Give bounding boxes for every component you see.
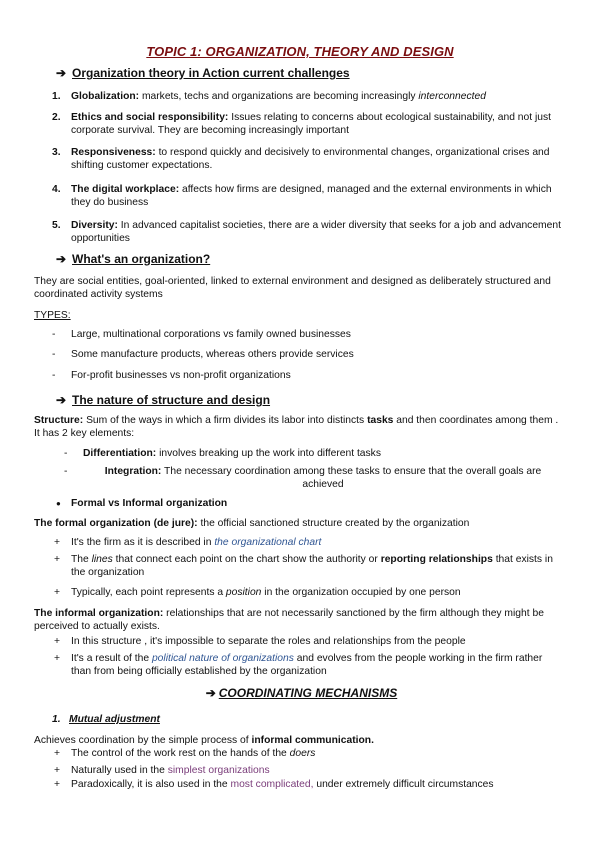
intro-bold: informal communication. xyxy=(251,735,374,746)
formal-vs-informal: ● Formal vs Informal organization xyxy=(56,498,228,509)
type-text: Large, multinational corporations vs family owned businesses xyxy=(71,329,351,340)
list-number: 3. xyxy=(52,147,61,158)
item-label: Responsiveness: xyxy=(71,147,156,158)
section-heading-whats-org xyxy=(56,253,210,266)
informal-label: The informal organization: xyxy=(34,608,164,619)
formal-vs-label: Formal vs Informal organization xyxy=(71,498,228,509)
item-text: It's a result of the xyxy=(71,653,152,664)
item-text: that connect each point on the chart show the authority or xyxy=(112,554,381,565)
sub-heading-mutual xyxy=(52,713,160,726)
item-italic: doers xyxy=(289,748,316,759)
heading-text: What's an organization? xyxy=(72,252,211,266)
arrow-icon: ➔ xyxy=(205,686,216,700)
item-text: markets, techs and organizations are becoming increasingly xyxy=(139,91,419,102)
arrow-icon: ➔ xyxy=(56,66,67,80)
item-link-text: political nature of organizations xyxy=(151,653,294,664)
structure-bold: tasks xyxy=(367,415,394,426)
item-highlight: most complicated, xyxy=(230,779,314,790)
structure-label: Structure: xyxy=(34,415,84,426)
type-text: Some manufacture products, whereas others provide services xyxy=(71,349,354,360)
item-highlight: simplest organizations xyxy=(167,765,270,776)
item-text: Naturally used in the xyxy=(71,765,168,776)
section-heading-coordinating xyxy=(0,687,600,700)
list-number: 1. xyxy=(52,91,61,102)
item-bold: reporting relationships xyxy=(380,554,493,565)
item-text: Paradoxically, it is also used in the xyxy=(71,779,231,790)
structure-text: and then coordinates among them . It has 2 key elements: xyxy=(34,415,559,440)
definition-text: They are social entities, goal-oriented, linked to external environment and designed as deliberately structured and coordinated activity systems xyxy=(34,276,551,301)
formal-text: the official sanctioned structure created by the organization xyxy=(197,518,470,529)
formal-label: The formal organization (de jure): xyxy=(34,518,198,529)
list-item xyxy=(52,183,564,209)
item-text: The xyxy=(71,554,92,565)
item-label: Ethics and social responsibility: xyxy=(71,112,229,123)
item-text: In advanced capitalist societies, there are a wider diversity that seeks for a job and advancement opportunities xyxy=(71,220,561,245)
item-text: under extremely difficult circumstances xyxy=(313,779,494,790)
sub-number: 1. xyxy=(52,714,61,725)
item-label: The digital workplace: xyxy=(71,184,180,195)
item-text: Typically, each point represents a xyxy=(71,587,226,598)
item-text: It's the firm as it is described in xyxy=(71,537,215,548)
arrow-icon: ➔ xyxy=(56,252,67,266)
item-label: Diversity: xyxy=(71,220,118,231)
list-number: 2. xyxy=(52,112,61,123)
structure-paragraph xyxy=(34,414,564,441)
sub-heading-text: Mutual adjustment xyxy=(69,714,160,725)
diff-label: Differentiation: xyxy=(83,448,157,459)
integ-label: Integration: xyxy=(104,466,162,477)
heading-text: The nature of structure and design xyxy=(72,393,271,407)
type-text: For-profit businesses vs non-profit organizations xyxy=(71,370,291,381)
diff-text: involves breaking up the work into different tasks xyxy=(156,448,381,459)
informal-paragraph xyxy=(34,607,564,634)
item-link-text: the organizational chart xyxy=(214,537,322,548)
list-item xyxy=(52,90,564,103)
arrow-icon: ➔ xyxy=(56,393,67,407)
integ-text: The necessary coordination among these tasks to ensure that the overall goals are achieved xyxy=(161,466,542,491)
informal-text: relationships that are not necessarily sanctioned by the firm although they might be perceived to actually exists. xyxy=(34,608,544,633)
section-heading-structure xyxy=(56,394,270,407)
item-italic: lines xyxy=(91,554,113,565)
item-italic: position xyxy=(225,587,262,598)
item-text: and evolves from the people working in the firm rather than from being officially established by the organization xyxy=(71,653,543,678)
heading-text: COORDINATING MECHANISMS xyxy=(218,686,398,700)
item-text: to respond quickly and decisively to environmental changes, organizational crises and shifting customer expectations. xyxy=(71,147,550,172)
section-heading-challenges xyxy=(56,67,350,80)
item-text: Issues relating to concerns about ecological sustainability, and not just corporate survival. They are becoming increasingly important xyxy=(71,112,551,137)
item-text-italic: interconnected xyxy=(418,91,486,102)
item-text: in the organization occupied by one person xyxy=(261,587,461,598)
heading-text: Organization theory in Action current challenges xyxy=(72,66,350,80)
page-title: TOPIC 1: ORGANIZATION, THEORY AND DESIGN xyxy=(146,44,454,59)
list-number: 5. xyxy=(52,220,61,231)
item-text: affects how firms are designed, managed and the external environments in which they do business xyxy=(71,184,552,209)
formal-paragraph xyxy=(34,517,564,530)
item-text: In this structure , it's impossible to separate the roles and relationships from the people xyxy=(71,636,466,647)
item-label: Globalization: xyxy=(71,91,140,102)
types-label: TYPES: xyxy=(34,310,71,321)
item-text: that exists in the organization xyxy=(71,554,553,579)
list-item xyxy=(52,219,564,245)
list-number: 4. xyxy=(52,184,61,195)
structure-text: Sum of the ways in which a firm divides its labor into distincts xyxy=(83,415,368,426)
mutual-intro xyxy=(34,734,564,747)
item-text: The control of the work rest on the hands of the xyxy=(71,748,290,759)
intro-text: Achieves coordination by the simple process of xyxy=(34,735,252,746)
list-item xyxy=(52,111,564,137)
list-item xyxy=(52,146,564,172)
